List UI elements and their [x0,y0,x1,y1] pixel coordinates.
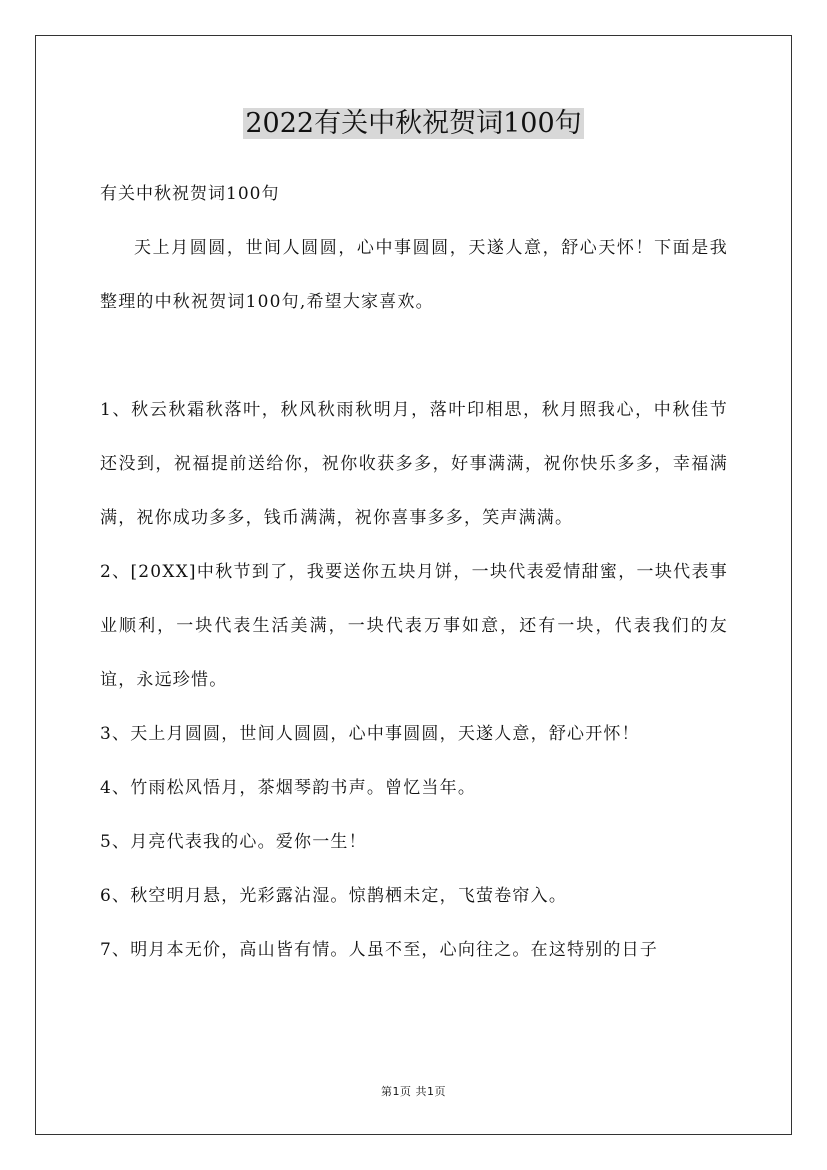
document-title [0,100,827,148]
greeting-list [100,383,728,977]
list-item: 6、秋空明月悬，光彩露沾湿。惊鹊栖未定，飞萤卷帘入。 [100,886,568,906]
list-item: 2、[20XX]中秋节到了，我要送你五块月饼，一块代表爱情甜蜜，一块代表事业顺利，一块代表生活美满，一块代表万事如意，还有一块，代表我们的友谊，永远珍惜。 [100,562,728,690]
intro-paragraph: 天上月圆圆，世间人圆圆，心中事圆圆，天遂人意，舒心天怀！下面是我整理的中秋祝贺词100句,希望大家喜欢。 [100,238,728,312]
list-item: 4、竹雨松风悟月，茶烟琴韵书声。曾忆当年。 [100,778,477,798]
list-item: 3、天上月圆圆，世间人圆圆，心中事圆圆，天遂人意，舒心开怀！ [100,724,640,744]
document-title-text: 2022有关中秋祝贺词100句 [245,108,582,139]
list-item: 5、月亮代表我的心。爱你一生！ [100,832,367,852]
page-footer: 第1页 共1页 [381,1085,446,1098]
list-item: 1、秋云秋霜秋落叶，秋风秋雨秋明月，落叶印相思，秋月照我心，中秋佳节还没到，祝福提前送给你，祝你收获多多，好事满满，祝你快乐多多，幸福满满，祝你成功多多，钱币满满，祝你喜事多多，笑声满满。 [100,400,728,528]
list-item: 7、明月本无价，高山皆有情。人虽不至，心向往之。在这特别的日子 [100,940,659,960]
document-subheading: 有关中秋祝贺词100句 [100,184,280,204]
